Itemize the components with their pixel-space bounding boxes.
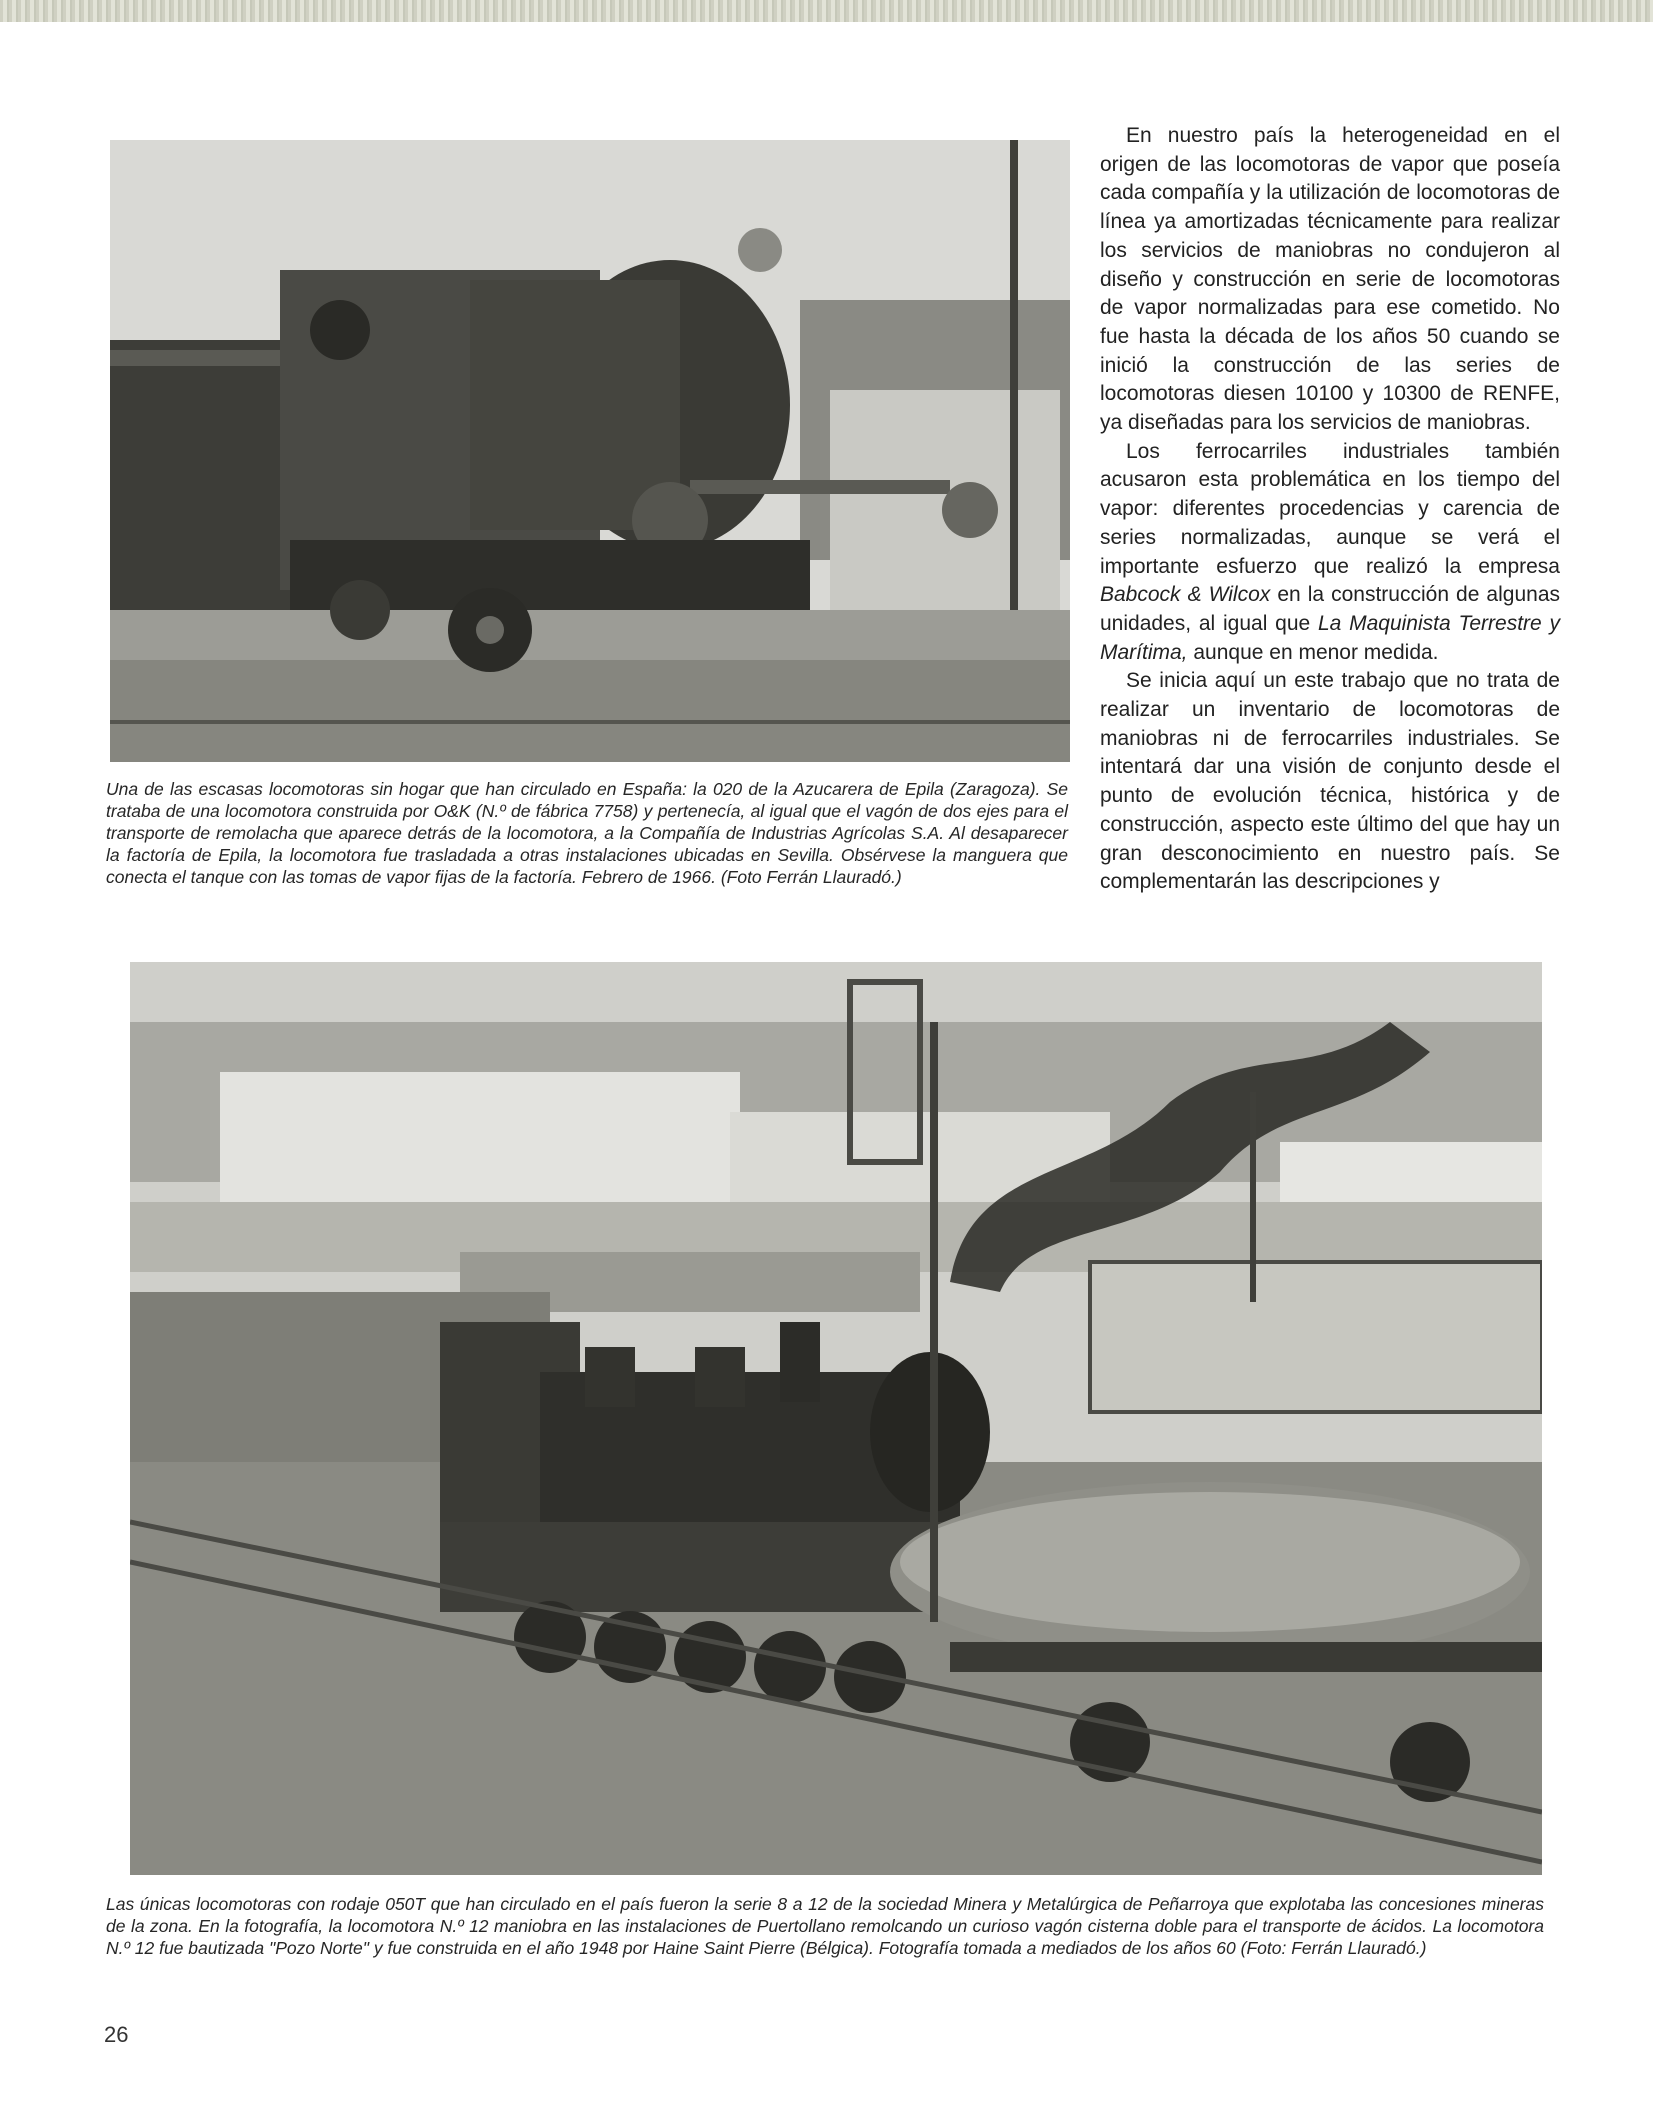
fireless-locomotive-caption: Una de las escasas locomotoras sin hogar que han circulado en España: la 020 de la Azucarera de Epila (Zaragoza). Se trataba de una locomotora construida por O&K (N.º de fábrica 7758) y pertenecía, al igual que el vagón de dos ejes para el transporte de remolacha que aparece detrás de la locomotora, a la Compañía de Industrias Agrícolas S.A. Al desaparecer la factoría de Epila, la locomotora fue trasladada a otras instalaciones ubicadas en Sevilla. Obsérvese la manguera que conecta el tanque con las tomas de vapor fijas de la factoría. Febrero de 1966. (Foto Ferrán Llauradó.) — [106, 779, 1068, 887]
scan-top-edge — [0, 0, 1653, 22]
050t-locomotive-caption: Las únicas locomotoras con rodaje 050T que han circulado en el país fueron la serie 8 a 12 de la sociedad Minera y Metalúrgica de Peñarroya que explotaba las concesiones mineras de la zona. En la fotografía, la locomotora N.º 12 maniobra en las instalaciones de Puertollano remolcando un curioso vagón cisterna doble para el transporte de ácidos. La locomotora N.º 12 fue bautizada "Pozo Norte" y fue construida en el año 1948 por Haine Saint Pierre (Bélgica). Fotografía tomada a mediados de los años 60 (Foto: Ferrán Llauradó.) — [106, 1894, 1544, 1958]
article-paragraph-1: En nuestro país la heterogeneidad en el origen de las locomotoras de vapor que poseía cada compañía y la utilización de locomotoras de línea ya amortizadas técnicamente para realizar los servicios de maniobras no condujeron al diseño y construcción en serie de locomotoras de vapor normalizadas para ese cometido. No fue hasta la década de los años 50 cuando se inició la construcción de las series de locomotoras diesen 10100 y 10300 de RENFE, ya diseñadas para los servicios de maniobras. — [1100, 124, 1560, 435]
fireless-locomotive-illustration — [110, 140, 1070, 762]
page-number: 26 — [104, 2022, 129, 2047]
050t-locomotive-illustration — [130, 962, 1542, 1875]
article-paragraph-2-part-a: Los ferrocarriles industriales también acusaron esta problemática en los tiempo del vapor: diferentes procedencias y carencia de series normalizadas, aunque se verá el importante esfuerzo que realizó la empresa — [1100, 439, 1560, 578]
babcock-wilcox-name: Babcock & Wilcox — [1100, 583, 1271, 607]
article-paragraph-3: Se inicia aquí un este trabajo que no trata de realizar un inventario de locomotoras de maniobras ni de ferrocarriles industriales. Se intentará dar una visión de conjunto desde el punto de evolución técnica, histórica y de construcción, aspecto este último del que hay un gran desconocimiento en nuestro país. Se complementarán las descripciones y — [1100, 669, 1560, 894]
050t-locomotive-photo — [130, 962, 1542, 1875]
article-paragraph-2-part-b: en la construcción de algunas unidades, al igual que — [1100, 583, 1560, 635]
article-paragraph-2-part-c: aunque en menor medida. — [1187, 640, 1439, 664]
article-paragraph-2 — [1100, 438, 1560, 668]
article-text-column — [1100, 122, 1560, 897]
maquinista-name: La Maquinista Terrestre y Marítima, — [1100, 611, 1560, 664]
fireless-locomotive-photo — [110, 140, 1070, 762]
